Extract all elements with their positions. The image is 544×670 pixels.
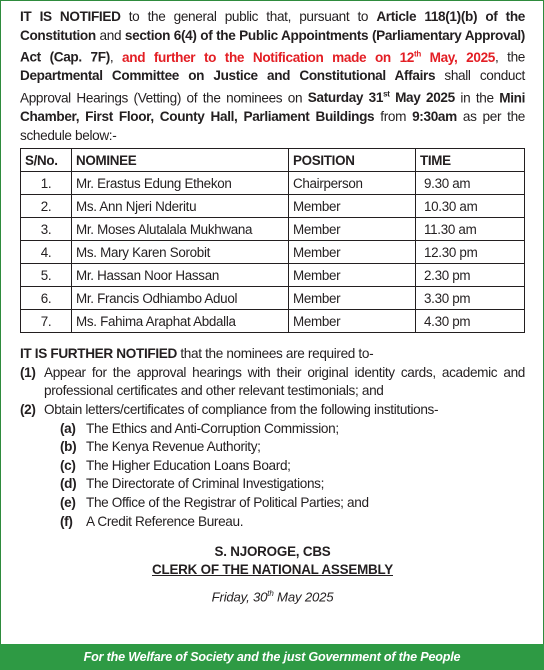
sub-item-text: The Directorate of Criminal Investigations; <box>86 476 325 492</box>
signature-block <box>20 543 525 579</box>
header-position: POSITION <box>289 149 416 172</box>
constitution-ref: Article 118(1)(b) of the Constitution <box>20 9 525 43</box>
sub-item-letter: (b) <box>60 439 77 455</box>
text-run: in the <box>454 90 500 106</box>
cell-position: Member <box>289 287 416 310</box>
hearing-date: Saturday 31st May 2025 <box>307 89 455 106</box>
text-run: that the nominees are required to- <box>176 346 374 362</box>
table-row <box>21 287 525 310</box>
sub-item-letter: (e) <box>60 494 76 510</box>
cell-sno: 5. <box>21 264 72 287</box>
cell-time: 12.30 pm <box>416 241 525 264</box>
cell-nominee: Ms. Mary Karen Sorobit <box>72 241 289 264</box>
sub-item-letter: (c) <box>60 457 76 473</box>
further-notification-ref: and further to the Notification made on 12th May, 2025 <box>122 49 495 65</box>
sub-item-letter: (a) <box>60 420 76 436</box>
table-row <box>21 218 525 241</box>
footer-banner: For the Welfare of Society and the just Government of the People <box>0 644 544 670</box>
cell-time: 2.30 pm <box>416 264 525 287</box>
sub-item-text: The Ethics and Anti-Corruption Commission; <box>86 420 339 436</box>
table-row <box>21 310 525 333</box>
notice-content <box>20 8 525 605</box>
start-time: 9:30am <box>412 109 457 125</box>
item-text: Obtain letters/certificates of compliance from the following institutions- <box>44 402 439 417</box>
cell-position: Member <box>289 195 416 218</box>
cell-time: 9.30 am <box>416 172 525 195</box>
table-row <box>21 195 525 218</box>
sub-list-item <box>60 457 525 476</box>
act-ref: section 6(4) of the Public Appointments (Parliamentary Approval) Act (Cap. 7F) <box>20 27 525 65</box>
cell-time: 10.30 am <box>416 195 525 218</box>
sub-item-text: The Office of the Registrar of Political Parties; and <box>86 494 369 510</box>
sub-list-item <box>60 420 525 439</box>
header-sno: S/No. <box>21 149 72 172</box>
item-number: (1) <box>20 364 36 380</box>
cell-nominee: Mr. Erastus Edung Ethekon <box>72 172 289 195</box>
table-row <box>21 241 525 264</box>
cell-sno: 7. <box>21 310 72 333</box>
cell-nominee: Mr. Moses Alutalala Mukhwana <box>72 218 289 241</box>
table-header-row <box>21 149 525 172</box>
cell-nominee: Mr. Francis Odhiambo Aduol <box>72 287 289 310</box>
text-run: , <box>109 49 123 65</box>
header-nominee: NOMINEE <box>72 149 289 172</box>
cell-nominee: Ms. Ann Njeri Nderitu <box>72 195 289 218</box>
further-notified-lead <box>20 345 525 364</box>
cell-sno: 2. <box>21 195 72 218</box>
text-run: and <box>95 27 125 43</box>
sub-item-letter: (d) <box>60 476 77 492</box>
cell-position: Member <box>289 241 416 264</box>
cell-nominee: Mr. Hassan Noor Hassan <box>72 264 289 287</box>
further-notified-bold: IT IS FURTHER NOTIFIED <box>20 346 177 362</box>
cell-sno: 4. <box>21 241 72 264</box>
table-row <box>21 172 525 195</box>
cell-position: Member <box>289 310 416 333</box>
text-run: from <box>374 109 413 125</box>
cell-sno: 3. <box>21 218 72 241</box>
text-run: shall conduct Approval Hearings (Vetting) of the nominees on <box>20 68 525 106</box>
cell-time: 3.30 pm <box>416 287 525 310</box>
cell-position: Member <box>289 218 416 241</box>
sub-item-text: The Higher Education Loans Board; <box>86 457 291 473</box>
sub-item-letter: (f) <box>60 513 73 529</box>
text-run: as per the schedule below:- <box>20 109 525 143</box>
cell-sno: 1. <box>21 172 72 195</box>
signatory-title: CLERK OF THE NATIONAL ASSEMBLY <box>152 562 393 578</box>
cell-position: Member <box>289 264 416 287</box>
sub-item-text: The Kenya Revenue Authority; <box>86 439 261 455</box>
requirements-list <box>20 364 525 531</box>
notice-paragraph <box>20 8 525 145</box>
list-item <box>20 401 525 420</box>
notice-date: Friday, 30th May 2025 <box>211 589 334 605</box>
cell-time: 4.30 pm <box>416 310 525 333</box>
notified-lead: IT IS NOTIFIED <box>20 9 121 24</box>
cell-nominee: Ms. Fahima Araphat Abdalla <box>72 310 289 333</box>
text-run: to the general public that, pursuant to <box>120 9 377 24</box>
sub-item-text: A Credit Reference Bureau. <box>86 513 244 529</box>
table-row <box>21 264 525 287</box>
signatory-name: S. NJOROGE, CBS <box>214 544 331 560</box>
schedule-table <box>20 148 525 333</box>
committee-name: Departmental Committee on Justice and Constitutional Affairs <box>20 68 436 84</box>
item-text: Appear for the approval hearings with their original identity cards, academic and professional certificates and other relevant testimonials; and <box>44 364 525 399</box>
cell-time: 11.30 am <box>416 218 525 241</box>
cell-position: Chairperson <box>289 172 416 195</box>
sub-list-item <box>60 475 525 494</box>
cell-sno: 6. <box>21 287 72 310</box>
sub-list-item <box>60 494 525 513</box>
text-run: , the <box>495 49 525 65</box>
list-item <box>20 364 525 401</box>
sub-list-item <box>60 513 525 532</box>
header-time: TIME <box>416 149 525 172</box>
venue: Mini Chamber, First Floor, County Hall, Parliament Buildings <box>20 90 525 125</box>
item-number: (2) <box>20 402 36 417</box>
sub-list-item <box>60 438 525 457</box>
